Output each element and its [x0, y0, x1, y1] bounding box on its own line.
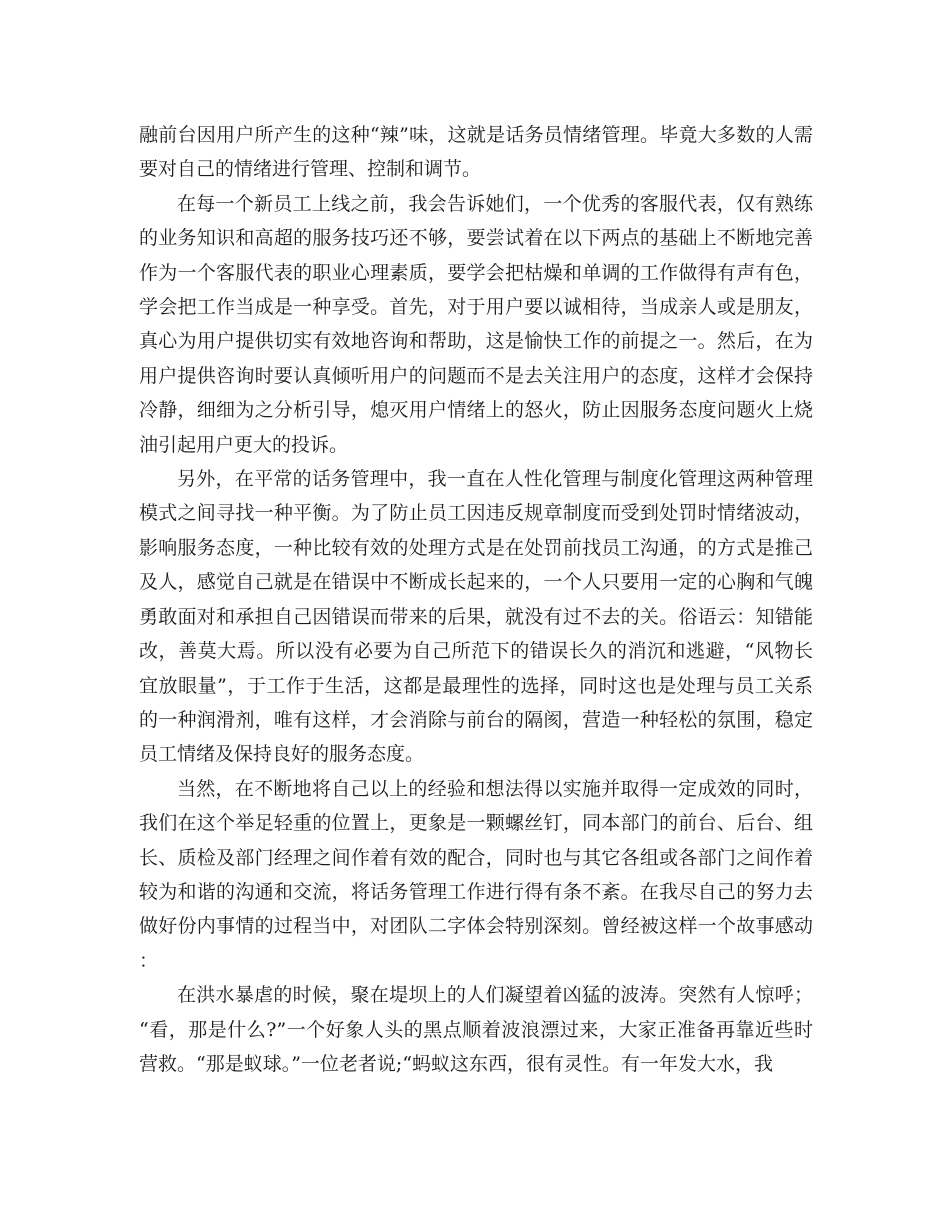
paragraph: 另外，在平常的话务管理中，我一直在人性化管理与制度化管理这两种管理模式之间寻找一种平衡。为了防止员工因违反规章制度而受到处罚时情绪波动，影响服务态度，一种比较有效的处理方式是在处罚前找员工沟通，的方式是推己及人，感觉自己就是在错误中不断成长起来的，一个人只要用一定的心胸和气魄勇敢面对和承担自己因错误而带来的后果，就没有过不去的关。俗语云：知错能改，善莫大焉。所以没有必要为自己所范下的错误长久的消沉和逃避，“风物长宜放眼量”，于工作于生活，这都是最理性的选择，同时这也是处理与员工关系的一种润滑剂，唯有这样，才会消除与前台的隔阂，营造一种轻松的氛围，稳定员工情绪及保持良好的服务态度。	[139, 468, 813, 766]
paragraph-continued: 融前台因用户所产生的这种“辣”味，这就是话务员情绪管理。毕竟大多数的人需要对自己的情绪进行管理、控制和调节。	[139, 124, 813, 181]
document-body	[139, 118, 813, 1081]
paragraph: 在洪水暴虐的时候，聚在堤坝上的人们凝望着凶猛的波涛。突然有人惊呼；“看，那是什么?”一个好象人头的黑点顺着波浪漂过来，大家正准备再靠近些时营救。“那是蚁球。”一位老者说;“蚂蚁这东西，很有灵性。有一年发大水，我	[139, 984, 813, 1075]
paragraph: 在每一个新员工上线之前，我会告诉她们，一个优秀的客服代表，仅有熟练的业务知识和高超的服务技巧还不够，要尝试着在以下两点的基础上不断地完善作为一个客服代表的职业心理素质，要学会把枯燥和单调的工作做得有声有色，学会把工作当成是一种享受。首先，对于用户要以诚相待，当成亲人或是朋友，真心为用户提供切实有效地咨询和帮助，这是愉快工作的前提之一。然后，在为用户提供咨询时要认真倾听用户的问题而不是去关注用户的态度，这样才会保持冷静，细细为之分析引导，熄灭用户情绪上的怒火，防止因服务态度问题火上烧油引起用户更大的投诉。	[139, 192, 813, 456]
paragraph: 当然，在不断地将自己以上的经验和想法得以实施并取得一定成效的同时，我们在这个举足轻重的位置上，更象是一颗螺丝钉，同本部门的前台、后台、组长、质检及部门经理之间作着有效的配合，同时也与其它各组或各部门之间作着较为和谐的沟通和交流，将话务管理工作进行得有条不紊。在我尽自己的努力去做好份内事情的过程当中，对团队二字体会特别深刻。曾经被这样一个故事感动：	[139, 777, 813, 972]
